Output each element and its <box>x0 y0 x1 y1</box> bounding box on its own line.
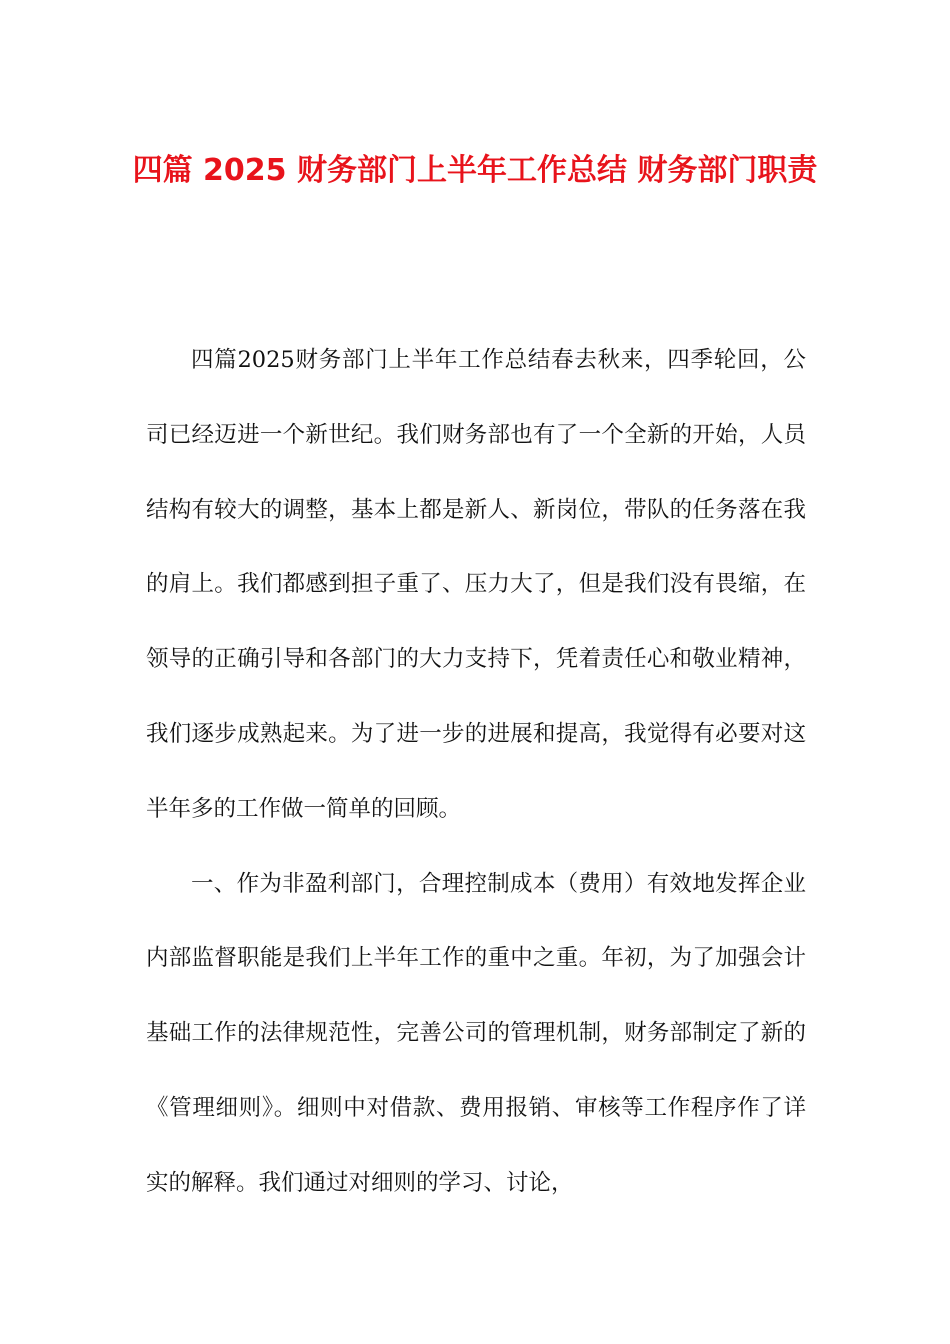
paragraph-section-one: 一、作为非盈利部门，合理控制成本（费用）有效地发挥企业内部监督职能是我们上半年工作的重中之重。年初，为了加强会计基础工作的法律规范性，完善公司的管理机制，财务部制定了新的《管理细则》。细则中对借款、费用报销、审核等工作程序作了详实的解释。我们通过对细则的学习、讨论， <box>146 870 806 1196</box>
paragraph-intro: 四篇2025财务部门上半年工作总结春去秋来，四季轮回，公司已经迈进一个新世纪。我们财务部也有了一个全新的开始，人员结构有较大的调整，基本上都是新人、新岗位，带队的任务落在我的肩上。我们都感到担子重了、压力大了，但是我们没有畏缩，在领导的正确引导和各部门的大力支持下，凭着责任心和敬业精神，我们逐步成熟起来。为了进一步的进展和提高，我觉得有必要对这半年多的工作做一简单的回顾。 <box>146 347 806 822</box>
document-title: 四篇 2025 财务部门上半年工作总结 财务部门职责 <box>132 153 818 188</box>
document-body <box>146 323 806 1221</box>
